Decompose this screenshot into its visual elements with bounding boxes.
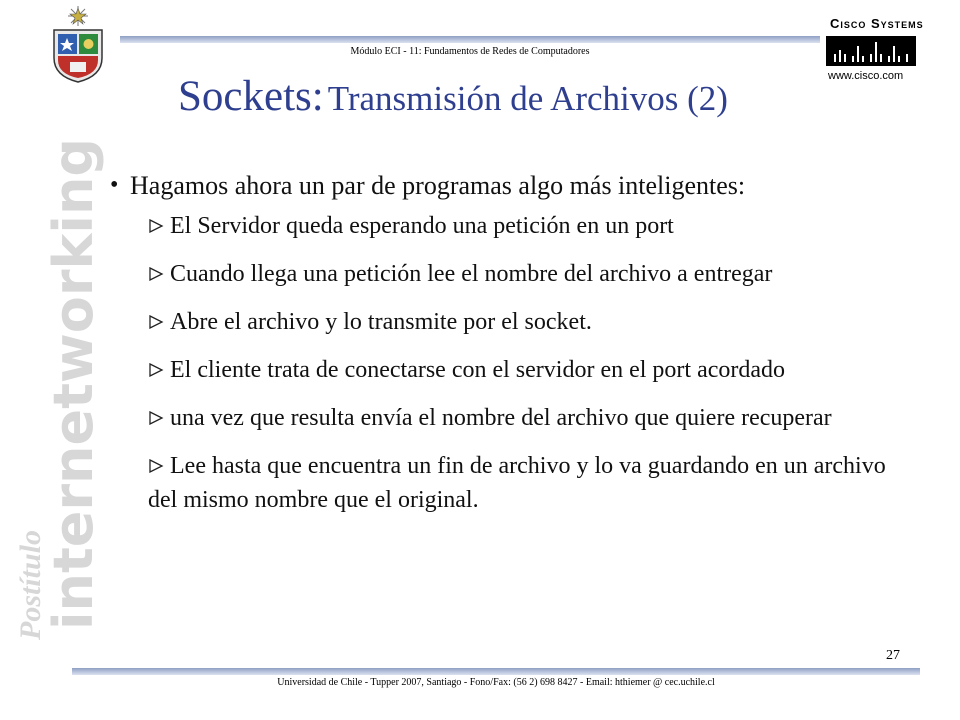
list-item-text: una vez que resulta envía el nombre del archivo que quiere recuperar xyxy=(170,405,832,431)
list-item xyxy=(148,209,918,243)
sidebar-watermark xyxy=(0,90,110,650)
list-item-text: El cliente trata de conectarse con el servidor en el port acordado xyxy=(170,357,786,383)
cisco-logo xyxy=(822,14,926,94)
slide-title xyxy=(178,72,728,121)
list-item xyxy=(148,401,918,435)
main-bullet xyxy=(108,170,918,201)
list-item xyxy=(148,305,918,339)
footer-bar xyxy=(72,668,920,675)
list-item-text: Abre el archivo y lo transmite por el socket. xyxy=(170,309,592,335)
module-label: Módulo ECI - 11: Fundamentos de Redes de Computadores xyxy=(350,46,590,57)
list-item xyxy=(148,353,918,387)
list-item-text: Cuando llega una petición lee el nombre del archivo a entregar xyxy=(170,261,773,287)
sidebar-word-script: Postítulo xyxy=(14,529,47,640)
list-item xyxy=(148,449,918,517)
title-main: Sockets: xyxy=(178,73,324,120)
bullet-text: Hagamos ahora un par de programas algo más inteligentes: xyxy=(130,171,746,200)
cisco-bridge-icon xyxy=(826,36,916,66)
triangle-bullet-icon xyxy=(148,209,170,243)
triangle-bullet-icon xyxy=(148,353,170,387)
list-item xyxy=(148,257,918,291)
footer-text: Universidad de Chile - Tupper 2007, Santiago - Fono/Fax: (56 2) 698 8427 - Email: hthiemer @ cec.uchile.cl xyxy=(277,677,715,688)
sidebar-word-main: internetworking xyxy=(42,137,105,630)
title-rest: Transmisión de Archivos (2) xyxy=(327,79,728,118)
list-item-text: El Servidor queda esperando una petición en un port xyxy=(170,213,674,239)
triangle-bullet-icon xyxy=(148,305,170,339)
cisco-url: www.cisco.com xyxy=(828,70,904,82)
cisco-brand: Cisco Systems xyxy=(830,16,924,31)
triangle-bullet-icon xyxy=(148,449,170,483)
page-number: 27 xyxy=(886,648,900,663)
university-crest-icon xyxy=(44,4,112,84)
header-bar xyxy=(120,36,820,43)
bullet-dot-icon: • xyxy=(110,172,119,198)
triangle-bullet-icon xyxy=(148,257,170,291)
triangle-bullet-icon xyxy=(148,401,170,435)
slide-content xyxy=(108,170,918,531)
list-item-text: Lee hasta que encuentra un fin de archivo y lo va guardando en un archivo del mismo nombre que el original. xyxy=(148,453,886,513)
